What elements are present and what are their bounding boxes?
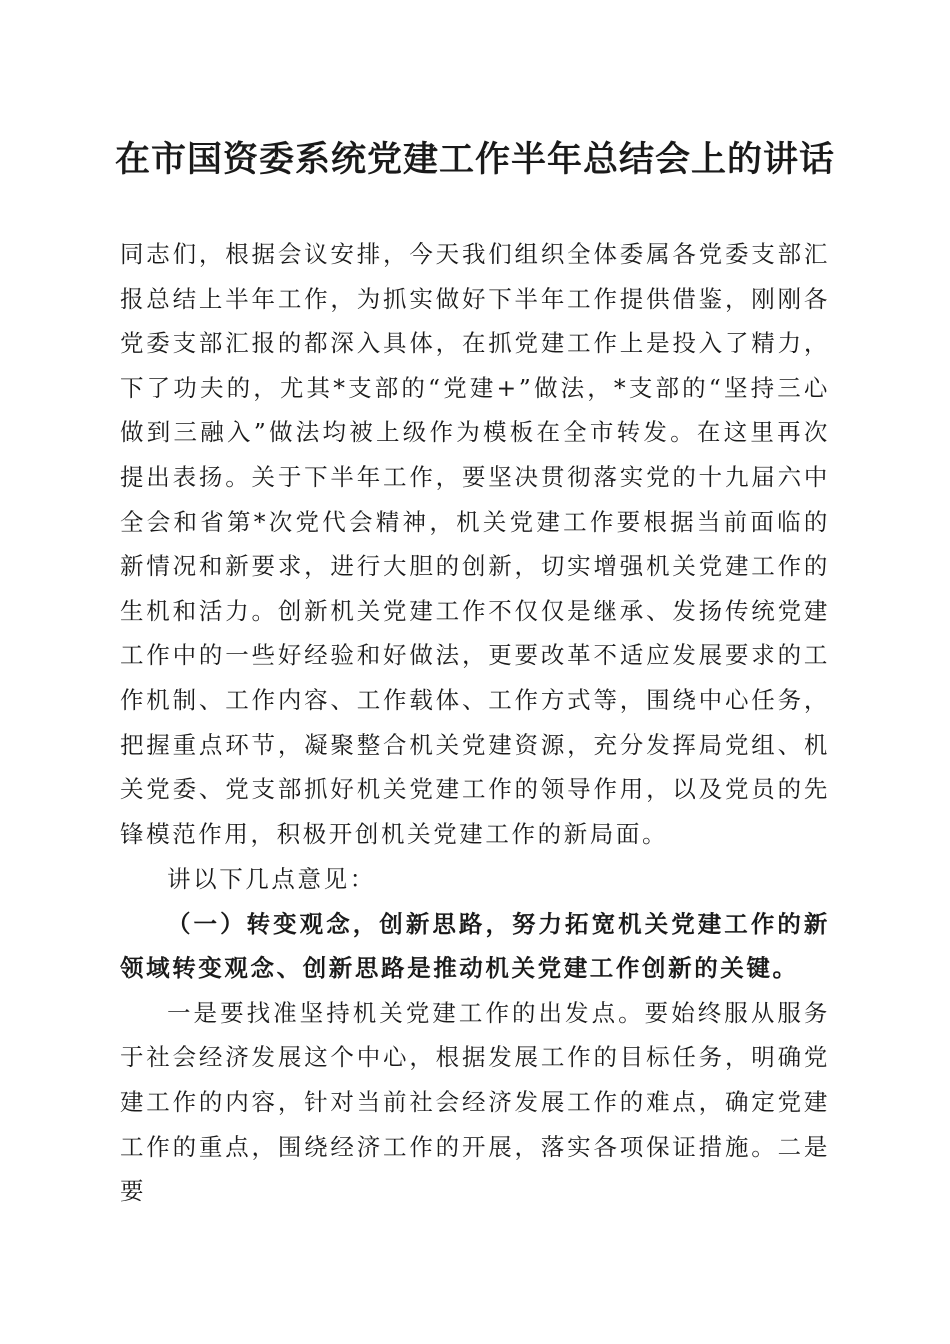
document-body <box>120 232 830 856</box>
paragraph-opening: 同志们，根据会议安排，今天我们组织全体委属各党委支部汇报总结上半年工作，为抓实做好下半年工作提供借鉴，刚刚各党委支部汇报的都深入具体，在抓党建工作上是投入了精力，下了功夫的，尤其*支部的“党建+”做法，*支部的“坚持三心做到三融入”做法均被上级作为模板在全市转发。在这里再次提出表扬。关于下半年工作，要坚决贯彻落实党的十九届六中全会和省第*次党代会精神，机关党建工作要根据当前面临的新情况和新要求，进行大胆的创新，切实增强机关党建工作的生机和活力。创新机关党建工作不仅仅是继承、发扬传统党建工作中的一些好经验和好做法，更要改革不适应发展要求的工作机制、工作内容、工作载体、工作方式等，围绕中心任务，把握重点环节，凝聚整合机关党建资源，充分发挥局党组、机关党委、党支部抓好机关党建工作的领导作用，以及党员的先锋模范作用，积极开创机关党建工作的新局面。 <box>120 240 830 848</box>
document-body-continued <box>120 857 830 1214</box>
paragraph-point-one: 一是要找准坚持机关党建工作的出发点。要始终服从服务于社会经济发展这个中心，根据发展工作的目标任务，明确党建工作的内容，针对当前社会经济发展工作的难点，确定党建工作的重点，围绕经济工作的开展，落实各项保证措施。二是要 <box>120 998 830 1206</box>
paragraph-intro: 讲以下几点意见： <box>167 865 376 893</box>
section-heading-one: （一）转变观念，创新思路，努力拓宽机关党建工作的新领域转变观念、创新思路是推动机关党建工作创新的关键。 <box>120 909 830 983</box>
document-title: 在市国资委系统党建工作半年总结会上的讲话 <box>114 139 835 180</box>
